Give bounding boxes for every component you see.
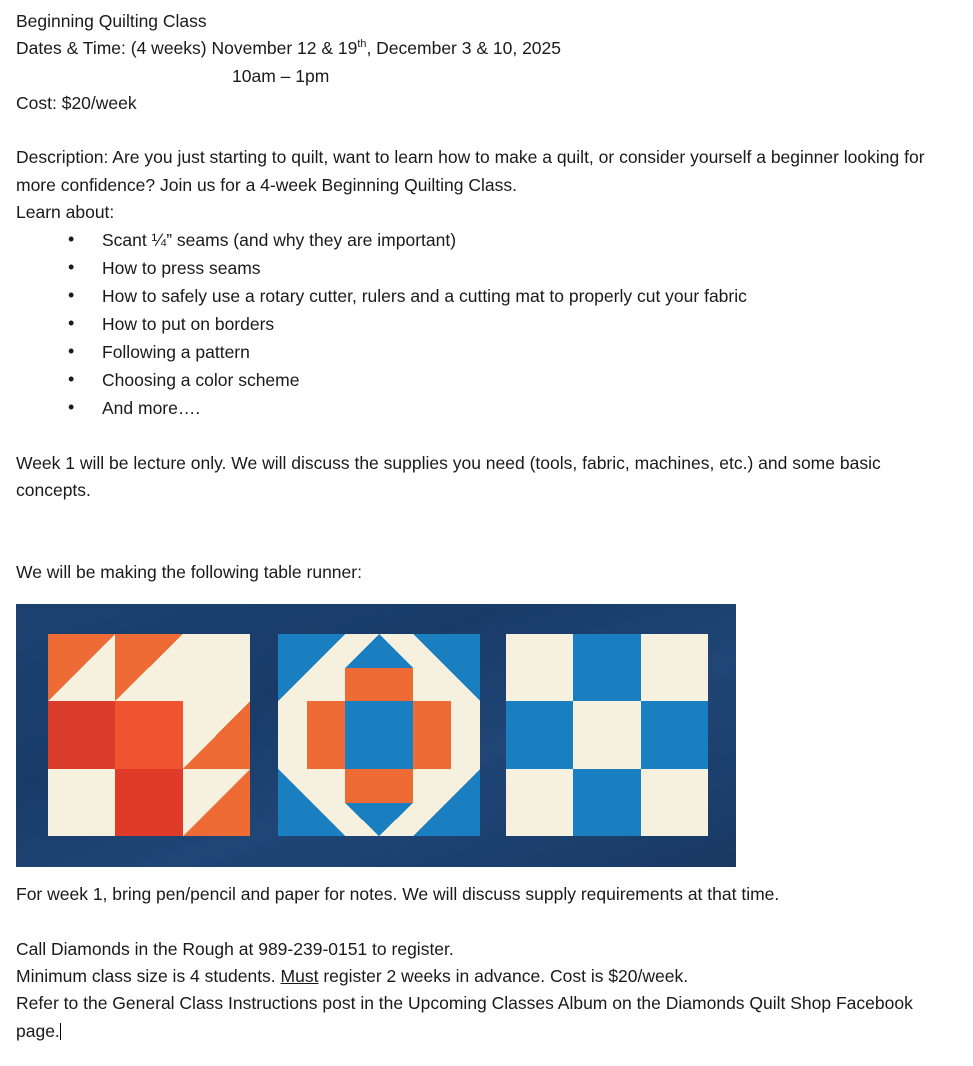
week1-lecture-note: Week 1 will be lecture only. We will discuss the supplies you need (tools, fabric, machines, etc.) and some basic concepts. <box>16 452 886 500</box>
text-cursor <box>60 1023 61 1040</box>
dates-ordinal-suffix: th <box>357 38 367 51</box>
list-item: • Scant ¼” seams (and why they are important) <box>54 226 957 254</box>
call-to-register: Call Diamonds in the Rough at 989-239-0151 to register. <box>16 938 454 959</box>
must-emphasis: Must <box>280 966 319 987</box>
list-item: • Choosing a color scheme <box>54 366 957 394</box>
quilt-block-2 <box>278 634 480 836</box>
class-description: Description: Are you just starting to quilt, want to learn how to make a quilt, or consider yourself a beginner looking for more confidence? Join us for a 4-week Beginning Quilting Class. <box>16 147 930 195</box>
class-time: 10am – 1pm <box>232 65 330 86</box>
spacer-5 <box>16 908 957 935</box>
list-item: • And more…. <box>54 394 957 422</box>
quilt-block-1 <box>48 634 250 836</box>
learn-about-label: Learn about: <box>16 202 115 223</box>
dates-label: Dates & Time: (4 weeks) November 12 & 19 <box>16 38 358 59</box>
list-item: • Following a pattern <box>54 338 957 366</box>
spacer-1 <box>16 117 957 144</box>
refer-to-instructions <box>16 990 957 1045</box>
spacer-4 <box>16 532 957 559</box>
learn-about-list <box>16 226 957 422</box>
refer-text: Refer to the General Class Instructions post in the Upcoming Classes Album on the Diamonds Quilt Shop Facebook page. <box>16 993 918 1041</box>
quilt-block-3 <box>506 634 708 836</box>
list-item: • How to press seams <box>54 254 957 282</box>
spacer-2 <box>16 422 957 449</box>
quilt-image-container <box>16 604 957 867</box>
min-class-post: register 2 weeks in advance. Cost is $20/week. <box>318 966 689 987</box>
table-runner-image <box>16 604 736 867</box>
class-title: Beginning Quilting Class <box>16 11 207 31</box>
spacer-3 <box>16 504 957 531</box>
list-item: • How to safely use a rotary cutter, rulers and a cutting mat to properly cut your fabric <box>54 282 957 310</box>
dates-rest: , December 3 & 10, 2025 <box>366 38 561 59</box>
minimum-class-size <box>16 963 957 990</box>
week1-supplies-note: For week 1, bring pen/pencil and paper for notes. We will discuss supply requirements at that time. <box>16 884 780 905</box>
class-cost: Cost: $20/week <box>16 92 137 113</box>
list-item: • How to put on borders <box>54 310 957 338</box>
dates-and-time-line <box>16 35 957 62</box>
table-runner-intro: We will be making the following table runner: <box>16 561 362 582</box>
min-class-pre: Minimum class size is 4 students. <box>16 966 281 987</box>
